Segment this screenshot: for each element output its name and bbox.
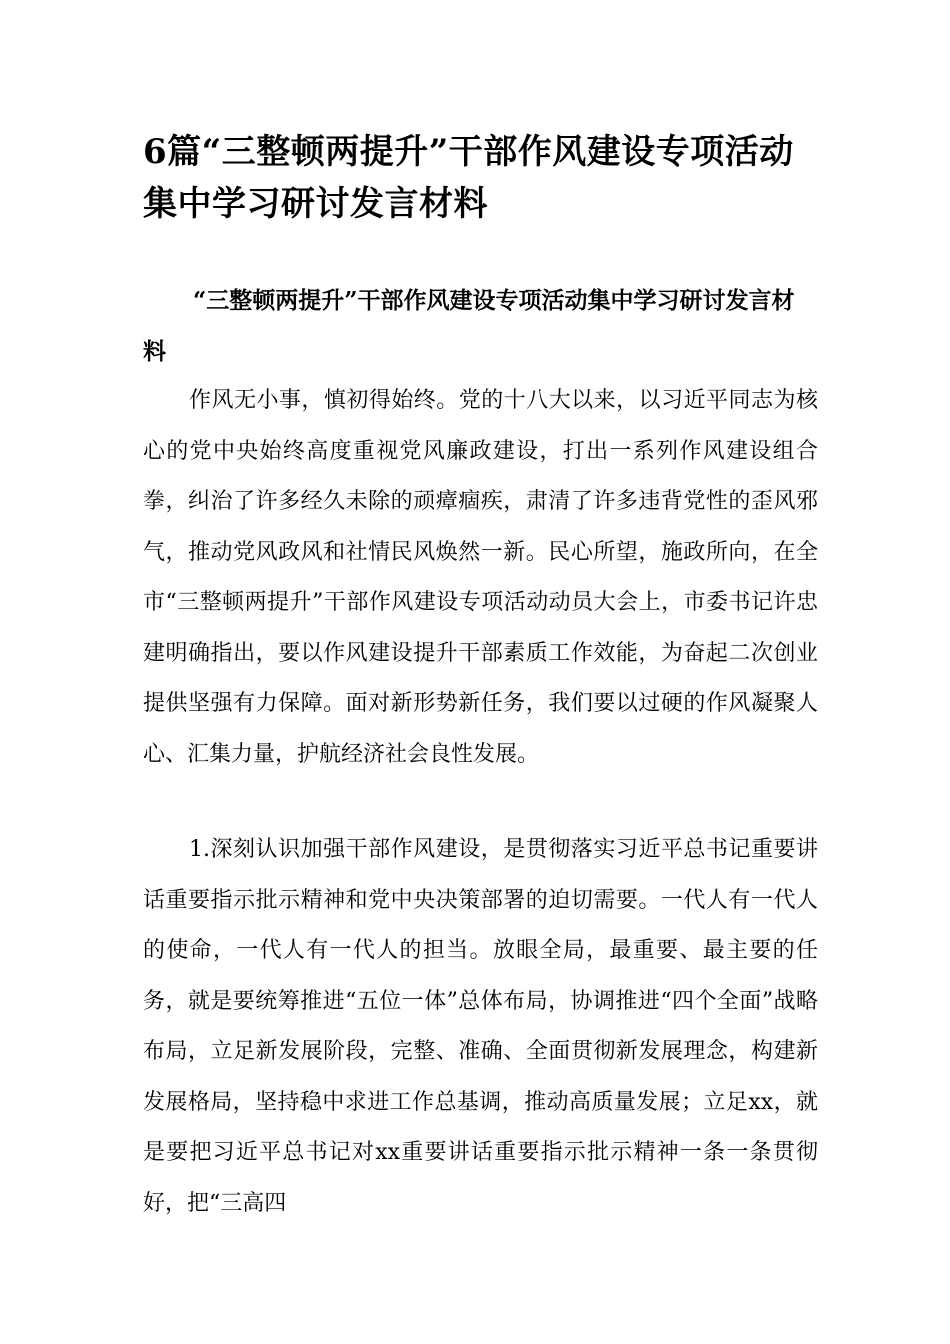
section-heading: “三整顿两提升”干部作风建设专项活动集中学习研讨发言材料	[143, 287, 795, 365]
document-title: 6篇“三整顿两提升”干部作风建设专项活动集中学习研讨发言材料	[143, 132, 794, 224]
body-paragraph: 1.深刻认识加强干部作风建设，是贯彻落实习近平总书记重要讲话重要指示批示精神和党中央决策部署的迫切需要。一代人有一代人的使命，一代人有一代人的担当。放眼全局，最重要、最主要的任务，就是要统筹推进“五位一体”总体布局，协调推进“四个全面”战略布局，立足新发展阶段，完整、准确、全面贯彻新发展理念，构建新发展格局，坚持稳中求进工作总基调，推动高质量发展；立足xx，就是要把习近平总书记对xx重要讲话重要指示批示精神一条一条贯彻好，把“三高四	[143, 837, 818, 1216]
body-paragraph: 作风无小事，慎初得始终。党的十八大以来，以习近平同志为核心的党中央始终高度重视党风廉政建设，打出一系列作风建设组合拳，纠治了许多经久未除的顽瘴痼疾，肃清了许多违背党性的歪风邪气，推动党风政风和社情民风焕然一新。民心所望，施政所向，在全市“三整顿两提升”干部作风建设专项活动动员大会上，市委书记许忠建明确指出，要以作风建设提升干部素质工作效能，为奋起二次创业提供坚强有力保障。面对新形势新任务，我们要以过硬的作风凝聚人心、汇集力量，护航经济社会良性发展。	[143, 388, 818, 767]
